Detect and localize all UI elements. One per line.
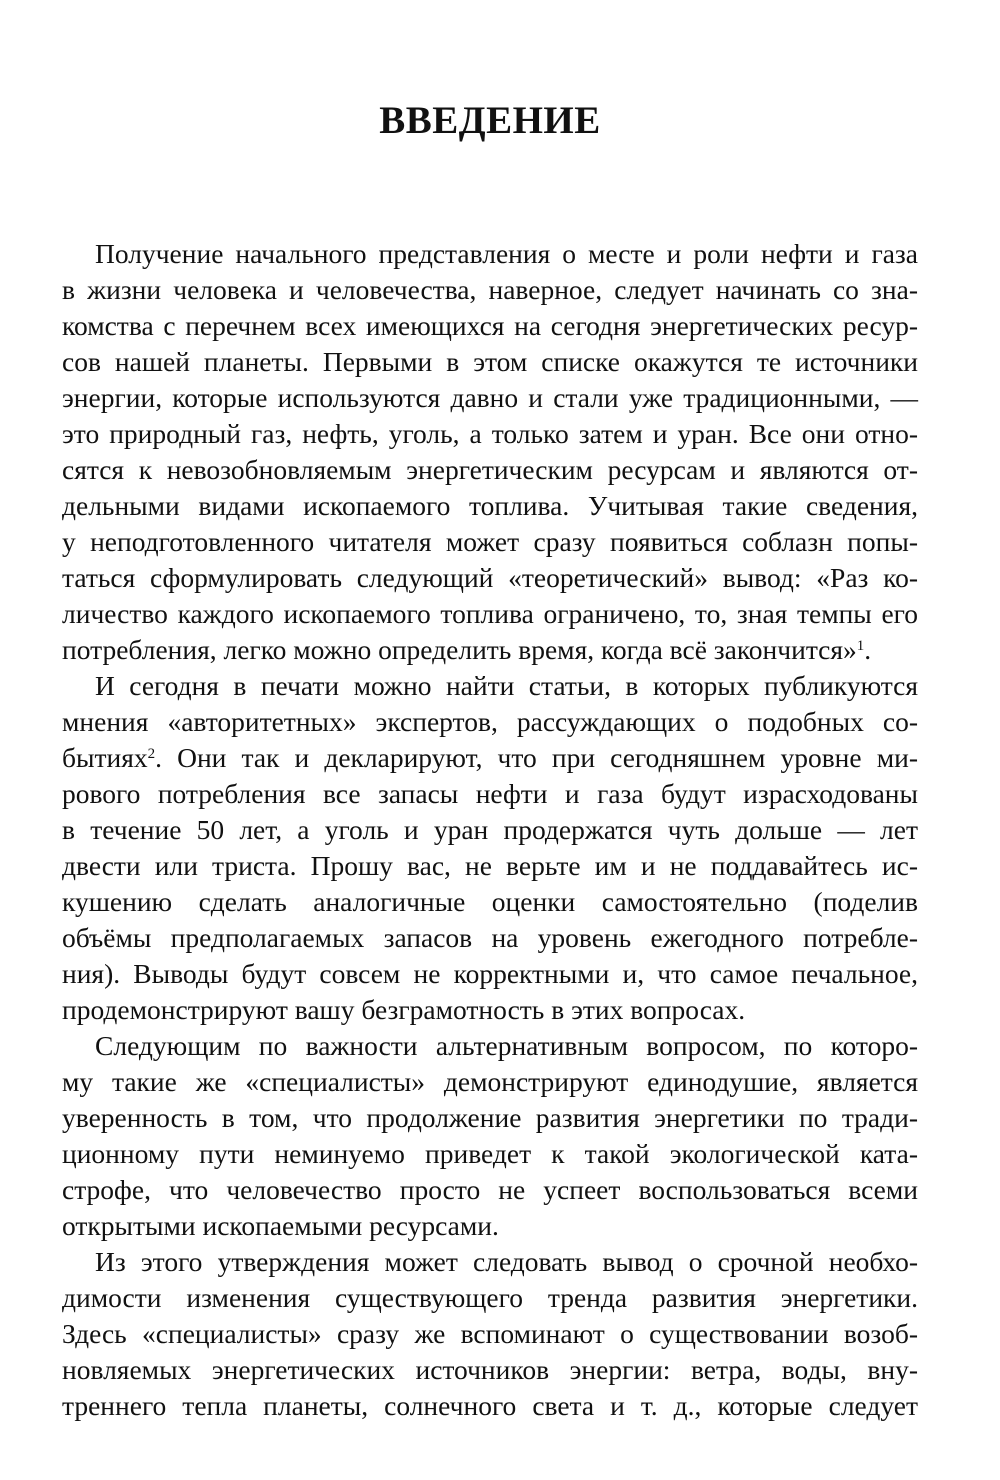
line-text: строфе, что человечество просто не успеет воспользоваться всеми bbox=[62, 1174, 918, 1205]
line-text-continued: . bbox=[864, 634, 872, 665]
line-text: ционному пути неминуемо приведет к такой экологической ката- bbox=[62, 1138, 918, 1169]
text-line bbox=[62, 560, 918, 596]
text-line bbox=[62, 1280, 918, 1316]
text-line bbox=[62, 1028, 918, 1064]
line-text: треннего тепла планеты, солнечного света и т. д., которые следует bbox=[62, 1390, 918, 1421]
line-text: это природный газ, нефть, уголь, а только затем и уран. Все они отно- bbox=[62, 418, 918, 449]
text-line bbox=[62, 920, 918, 956]
line-text: уверенность в том, что продолжение развития энергетики по тради- bbox=[62, 1102, 918, 1133]
text-line bbox=[62, 1136, 918, 1172]
line-text: Следующим по важности альтернативным вопросом, по которо- bbox=[95, 1030, 918, 1061]
text-line bbox=[62, 704, 918, 740]
line-text: энергии, которые используются давно и стали уже традиционными, — bbox=[62, 382, 918, 413]
text-line bbox=[62, 236, 918, 272]
line-text: продемонстрируют вашу безграмотность в этих вопросах. bbox=[62, 994, 746, 1025]
line-text: потребления, легко можно определить время, когда всё закончится» bbox=[62, 634, 857, 665]
text-line bbox=[62, 308, 918, 344]
line-text: в течение 50 лет, а уголь и уран продержатся чуть дольше — лет bbox=[62, 814, 918, 845]
line-text: у неподготовленного читателя может сразу появиться соблазн попы- bbox=[62, 526, 918, 557]
text-line bbox=[62, 1352, 918, 1388]
line-text-continued: . Они так и декларируют, что при сегодняшнем уровне ми- bbox=[155, 742, 918, 773]
line-text: в жизни человека и человечества, наверное, следует начинать со зна- bbox=[62, 274, 918, 305]
paragraph bbox=[62, 1244, 918, 1424]
paragraph bbox=[62, 668, 918, 1028]
line-text: му такие же «специалисты» демонстрируют единодушие, является bbox=[62, 1066, 918, 1097]
line-text: мнения «авторитетных» экспертов, рассуждающих о подобных со- bbox=[62, 706, 918, 737]
line-text: личество каждого ископаемого топлива ограничено, то, зная темпы его bbox=[62, 598, 918, 629]
text-line bbox=[62, 632, 918, 668]
line-text: димости изменения существующего тренда развития энергетики. bbox=[62, 1282, 918, 1313]
text-line bbox=[62, 1064, 918, 1100]
text-line bbox=[62, 992, 918, 1028]
line-text: сов нашей планеты. Первыми в этом списке окажутся те источники bbox=[62, 346, 918, 377]
text-line bbox=[62, 452, 918, 488]
text-line bbox=[62, 416, 918, 452]
page-title: ВВЕДЕНИЕ bbox=[379, 99, 601, 142]
text-line bbox=[62, 1244, 918, 1280]
text-line bbox=[62, 380, 918, 416]
line-text: бытиях bbox=[62, 742, 148, 773]
text-line bbox=[62, 776, 918, 812]
line-text: И сегодня в печати можно найти статьи, в которых публикуются bbox=[95, 670, 918, 701]
text-line bbox=[62, 1316, 918, 1352]
paragraph bbox=[62, 1028, 918, 1244]
line-text: дельными видами ископаемого топлива. Учитывая такие сведения, bbox=[62, 490, 918, 521]
line-text: Из этого утверждения может следовать вывод о срочной необхо- bbox=[95, 1246, 918, 1277]
paragraph bbox=[62, 236, 918, 668]
text-line bbox=[62, 812, 918, 848]
body-text bbox=[62, 236, 918, 1424]
text-line bbox=[62, 596, 918, 632]
line-text: открытыми ископаемыми ресурсами. bbox=[62, 1210, 499, 1241]
text-line bbox=[62, 524, 918, 560]
line-text: Здесь «специалисты» сразу же вспоминают о существовании возоб- bbox=[62, 1318, 918, 1349]
line-text: двести или триста. Прошу вас, не верьте им и не поддавайтесь ис- bbox=[62, 850, 918, 881]
line-text: новляемых энергетических источников энергии: ветра, воды, вну- bbox=[62, 1354, 918, 1385]
text-line bbox=[62, 344, 918, 380]
text-line bbox=[62, 1208, 918, 1244]
line-text: кушению сделать аналогичные оценки самостоятельно (поделив bbox=[62, 886, 918, 917]
line-text: рового потребления все запасы нефти и газа будут израсходованы bbox=[62, 778, 918, 809]
footnote-marker[interactable]: 1 bbox=[856, 638, 865, 654]
text-line bbox=[62, 848, 918, 884]
line-text: комства с перечнем всех имеющихся на сегодня энергетических ресур- bbox=[62, 310, 918, 341]
text-line bbox=[62, 956, 918, 992]
line-text: сятся к невозобновляемым энергетическим ресурсам и являются от- bbox=[62, 454, 918, 485]
line-text: ния). Выводы будут совсем не корректными и, что самое печальное, bbox=[62, 958, 918, 989]
text-line bbox=[62, 668, 918, 704]
text-line bbox=[62, 1388, 918, 1424]
text-line bbox=[62, 488, 918, 524]
footnote-marker[interactable]: 2 bbox=[147, 746, 156, 762]
line-text: Получение начального представления о месте и роли нефти и газа bbox=[95, 238, 918, 269]
line-text: таться сформулировать следующий «теоретический» вывод: «Раз ко- bbox=[62, 562, 918, 593]
text-line bbox=[62, 884, 918, 920]
text-line bbox=[62, 740, 918, 776]
line-text: объёмы предполагаемых запасов на уровень ежегодного потребле- bbox=[62, 922, 918, 953]
text-line bbox=[62, 1172, 918, 1208]
text-line bbox=[62, 1100, 918, 1136]
text-line bbox=[62, 272, 918, 308]
